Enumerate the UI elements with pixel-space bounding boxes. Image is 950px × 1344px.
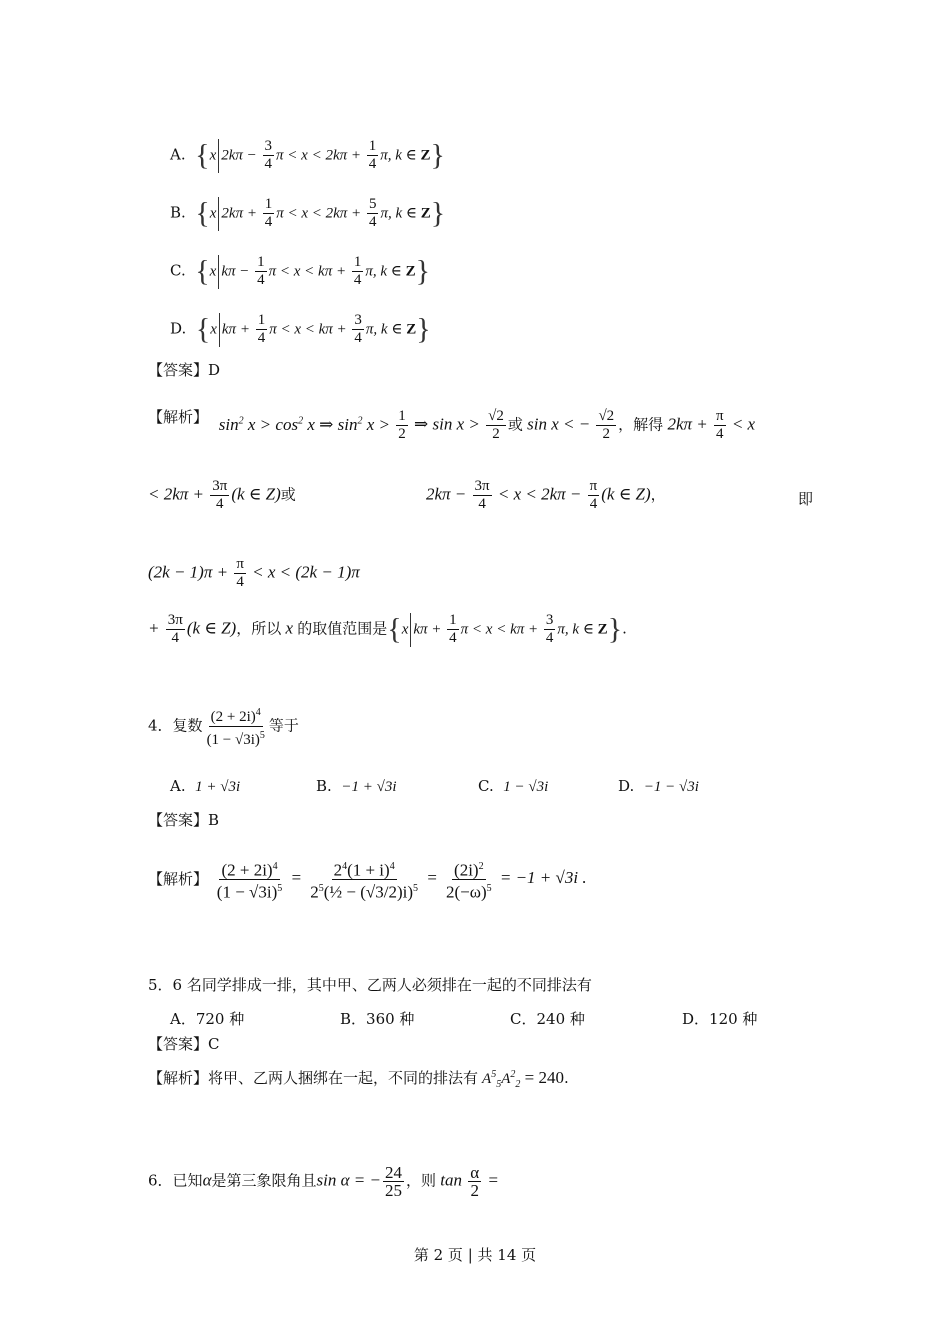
option-a-label: A. (170, 145, 186, 164)
option-a: A. {x 2kπ − $\frac{3}{4}$ π < x < 2kπ + $\frac{1}{4}$ π, k ∈ Z} (170, 138, 445, 172)
q4-option-b: B. −1 + √3i (316, 777, 397, 795)
analysis-tag: 【解析】 (148, 1069, 209, 1087)
q5-number: 5． (148, 976, 173, 994)
q3-analysis-line2: < 2kπ + $\frac{3\pi}{4}$ (k ∈ Z)或 (148, 478, 296, 512)
q5-analysis: 【解析】将甲、乙两人捆绑在一起，不同的排法有 $A^5_5A^2_2 = 240$. (148, 1068, 569, 1090)
q6-stem-a: 已知 (172, 1171, 203, 1190)
or-text: 或 (507, 415, 523, 434)
q5-analysis-text: 将甲、乙两人捆绑在一起，不同的排法有 (208, 1069, 479, 1087)
answer-tag: 【答案】 (148, 361, 209, 379)
answer-value: D (208, 361, 221, 379)
q5-answer (148, 1035, 220, 1053)
q4-option-a: A. 1 + √3i (170, 777, 241, 795)
q4-option-c-label: C. (478, 777, 494, 795)
q5-option-b: B．360 种 (340, 1010, 415, 1028)
q3-analysis-line3: (2k − 1)π + $\frac{\pi}{4}$ < x < (2k − 1)π (148, 556, 360, 590)
so-text: ，所以 (236, 619, 282, 638)
ji-text: 即 (798, 490, 814, 508)
q4-number: 4． (148, 716, 173, 735)
q5-option-c: C．240 种 (510, 1010, 585, 1028)
q5-option-d: D．120 种 (682, 1010, 758, 1028)
q5-stem-text: 6 名同学排成一排，其中甲、乙两人必须排在一起的不同排法有 (172, 976, 592, 994)
q5-option-a: A．720 种 (170, 1010, 245, 1028)
option-b: B. {x 2kπ + $\frac{1}{4}$ π < x < 2kπ + $\frac{5}{4}$ π, k ∈ Z} (170, 196, 446, 230)
analysis-tag: 【解析】 (148, 408, 209, 426)
q4-analysis: 【解析】 $\frac{(2 + 2i)^4}{(1 - √3i)^5}$ = $\frac{2^4(1 + i)^4}{2^5(\frac{1}{2} - (√3/2)i)^5}$ = $\frac{(2i)^2}{2(-\omega)^5}$ = −1 + √3i . (148, 858, 587, 900)
q3-analysis-line2b: 2kπ − $\frac{3\pi}{4}$ < x < 2kπ − $\frac{\pi}{4}$ (k ∈ Z)， (426, 478, 666, 512)
q3-answer (148, 361, 220, 379)
q4-option-a-label: A. (170, 777, 186, 795)
q4-option-d-label: D. (618, 777, 635, 795)
option-d: D. {x kπ + $\frac{1}{4}$ π < x < kπ + $\frac{3}{4}$ π, k ∈ Z} (170, 312, 431, 346)
page-footer: 第 2 页 | 共 14 页 (413, 1246, 537, 1264)
q4-stem-text: 复数 (172, 716, 203, 735)
q4-equals-text: 等于 (268, 716, 299, 735)
q6-stem-c: ，则 (405, 1171, 436, 1190)
answer-tag: 【答案】 (148, 811, 209, 829)
q6-number: 6． (148, 1171, 173, 1190)
range-text: 的取值范围是 (297, 619, 388, 638)
q6-stem-b: 是第三象限角且 (211, 1171, 317, 1190)
option-c: C. {x kπ − $\frac{1}{4}$ π < x < kπ + $\frac{1}{4}$ π, k ∈ Z} (170, 254, 431, 288)
analysis-tag: 【解析】 (148, 870, 209, 889)
q5-stem (148, 976, 592, 994)
q4-option-d: D. −1 − √3i (618, 777, 699, 795)
option-b-label: B. (170, 203, 186, 222)
q3-analysis-line1: 【解析】 $\sin^2 x > \cos^2 x$ ⇒ $\sin^2 x$ > $\frac{1}{2}$ ⇒ sin x > $\frac{√2}{2}$ 或 sin x < − $\frac{√2}{2}$ ，解得 2kπ + $\frac{\pi}{4}$ < x (148, 408, 756, 442)
q4-answer (148, 811, 219, 829)
option-c-label: C. (170, 261, 186, 280)
option-d-label: D. (170, 319, 187, 338)
q6-stem: 6．已知α是第三象限角且sin α = − $\frac{24}{25}$ ，则 tan $\frac{\alpha}{2}$ = (148, 1163, 499, 1200)
answer-tag: 【答案】 (148, 1035, 209, 1053)
answer-value: B (208, 811, 220, 829)
answer-value: C (208, 1035, 220, 1053)
q4-option-c: C. 1 − √3i (478, 777, 549, 795)
q3-analysis-line4: + $\frac{3\pi}{4}$ (k ∈ Z)，所以 x 的取值范围是{x kπ + $\frac{1}{4}$ π < x < kπ + $\frac{3}{4}$ π, k ∈ Z}. (148, 612, 627, 646)
q4-option-b-label: B. (316, 777, 332, 795)
or-text-2: 或 (280, 485, 296, 504)
solve-text: ，解得 (618, 415, 664, 434)
q4-stem: 4．复数 $\frac{(2 + 2i)^4}{(1 - √3i)^5}$ 等于 (148, 704, 299, 749)
